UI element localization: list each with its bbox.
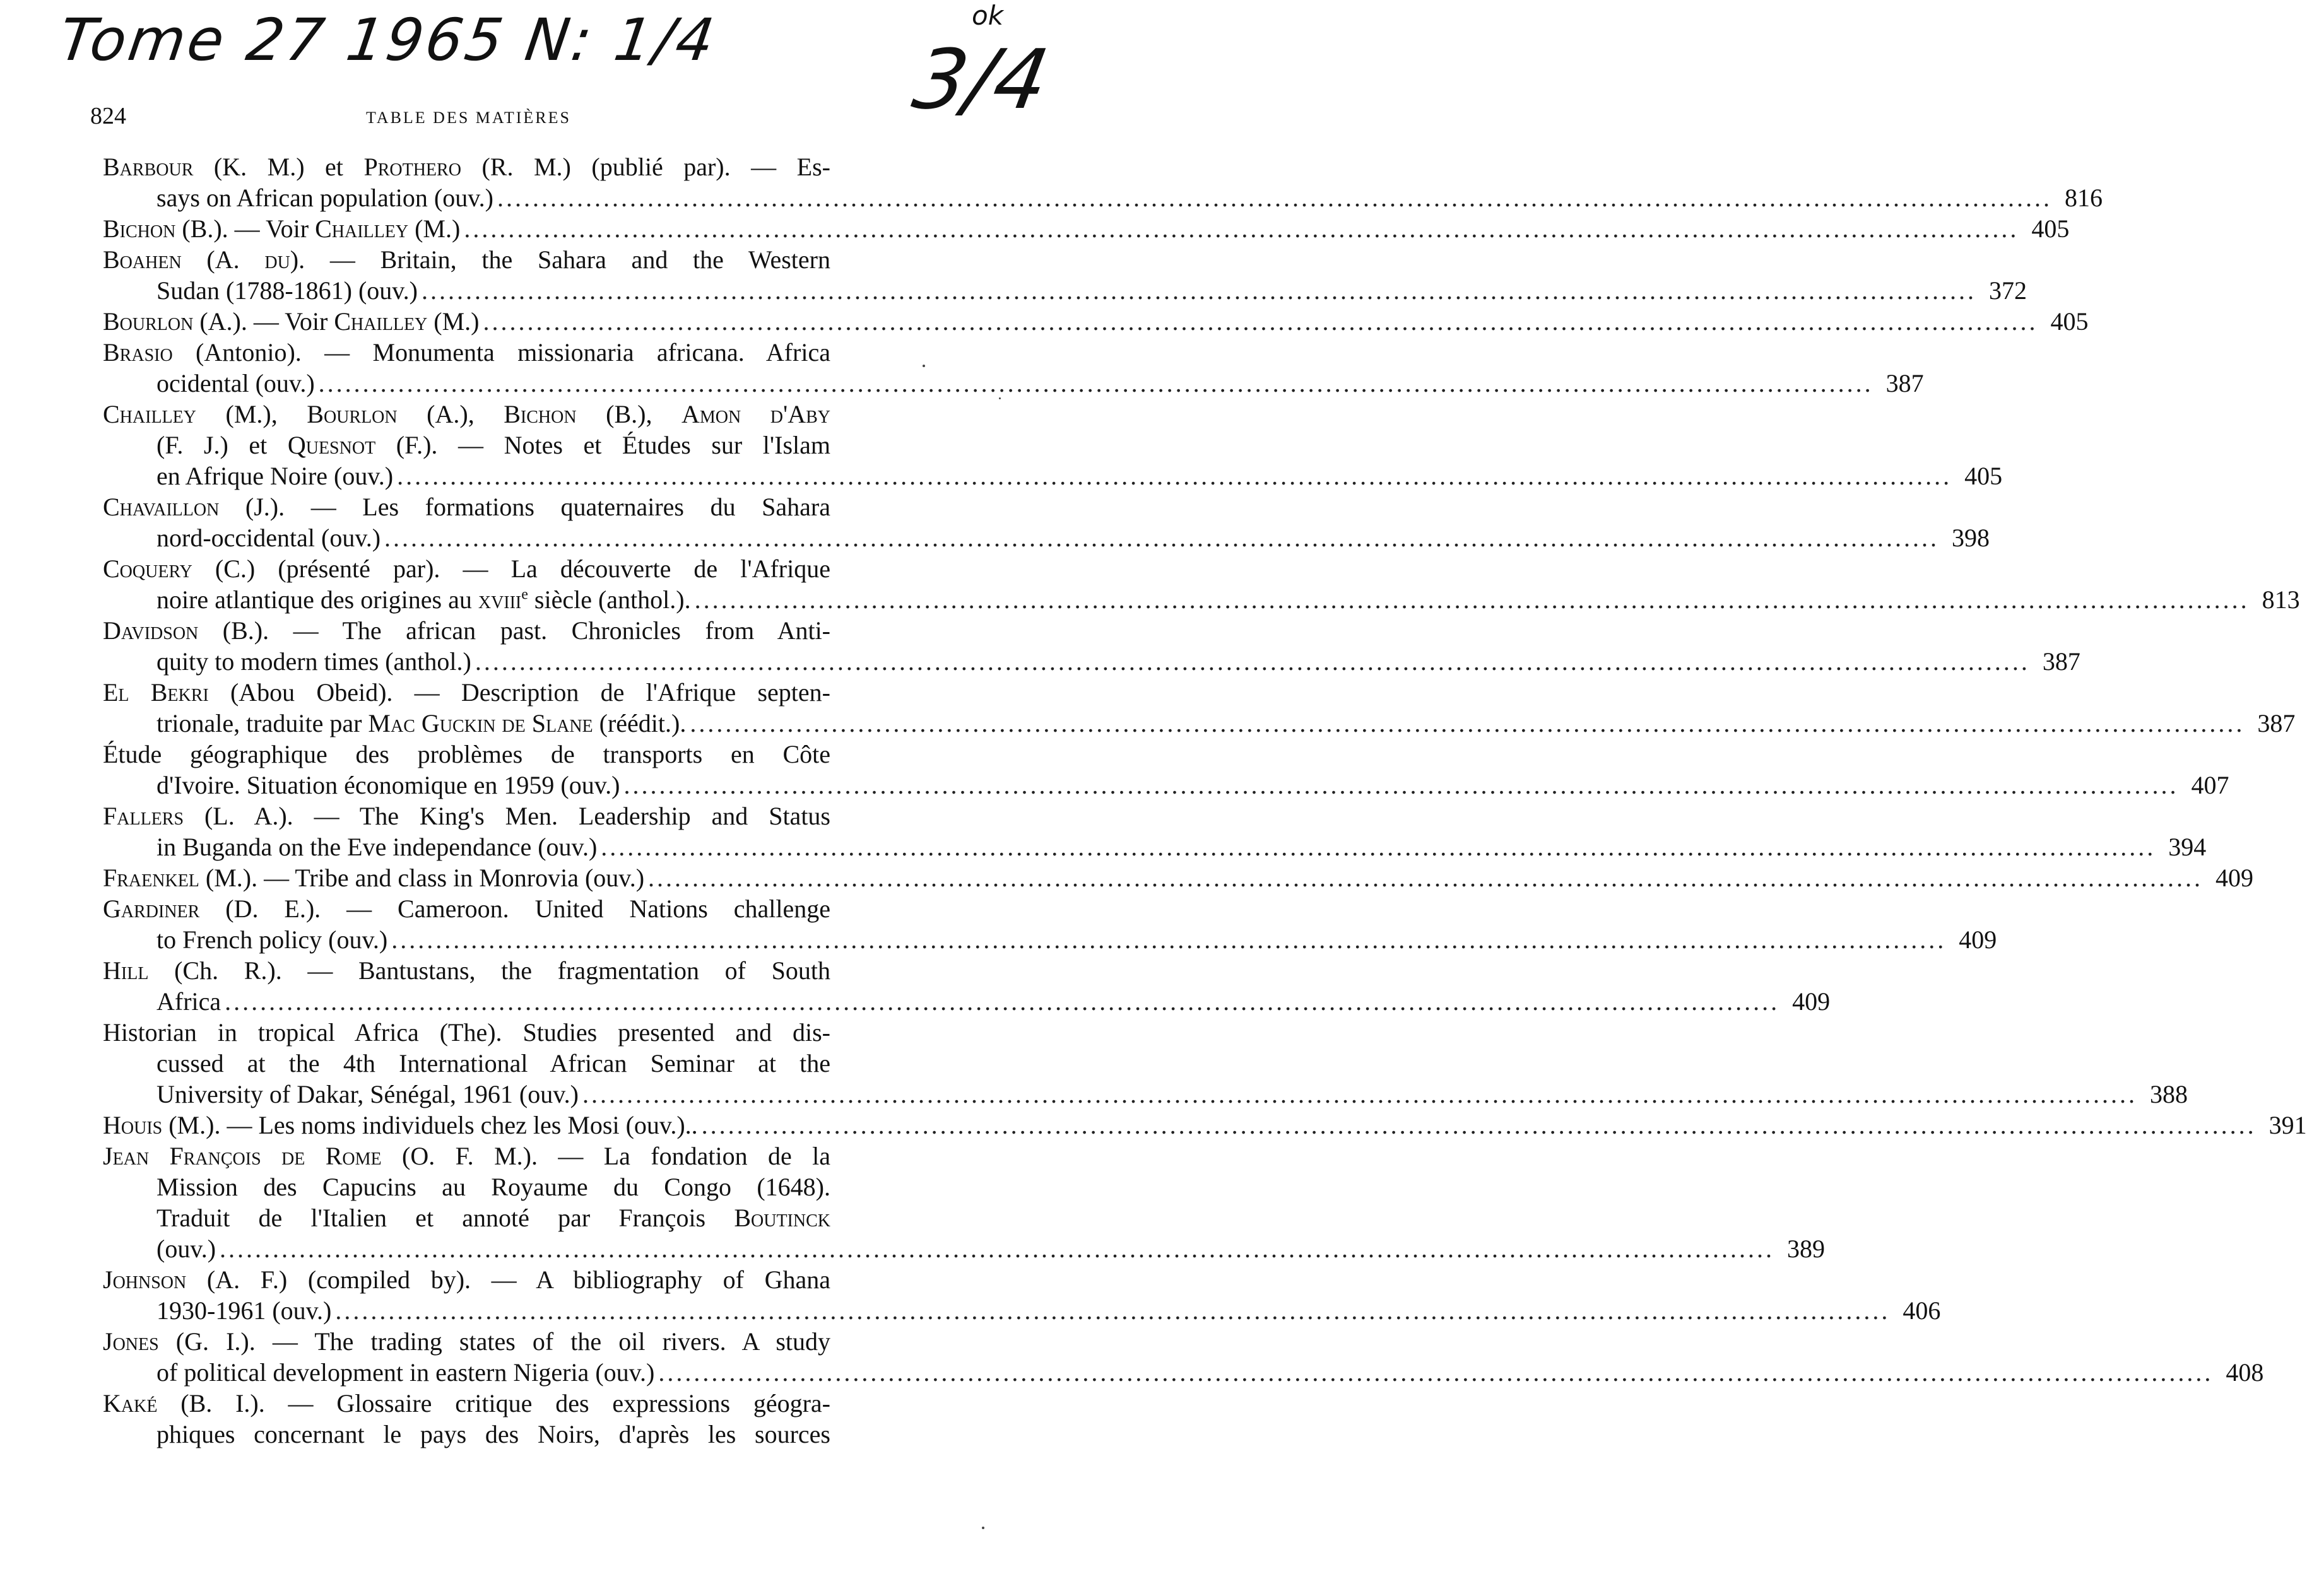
toc-entry-line xyxy=(103,213,2070,244)
dot-leader xyxy=(623,770,2178,801)
toc-entry xyxy=(103,151,2103,213)
dot-leader xyxy=(319,368,1873,399)
toc-entry-text: Houis (M.). — Les noms individuels chez les Mosi (ouv.).. xyxy=(103,1111,698,1139)
dot-leader xyxy=(464,213,2019,244)
toc-entry-line xyxy=(103,1079,2188,1110)
toc-entry-line xyxy=(103,986,1831,1017)
toc-entry xyxy=(103,862,2254,893)
dot-leader xyxy=(497,182,2052,213)
toc-entry-text: Jones (G. I.). — The trading states of the oil rivers. A study xyxy=(103,1327,830,1356)
toc-entry-text: Jean François de Rome (O. F. M.). — La fondation de la xyxy=(103,1142,830,1170)
toc-entry-text: Historian in tropical Africa (The). Studies presented and dis- xyxy=(103,1018,830,1047)
dot-leader xyxy=(335,1295,1890,1326)
toc-entry-line xyxy=(103,739,883,770)
toc-entry-line xyxy=(103,491,883,522)
toc-entry-text: ocidental (ouv.) xyxy=(156,369,315,397)
toc-page-number: 405 xyxy=(2050,307,2089,336)
toc-page-number: 407 xyxy=(2191,771,2229,799)
toc-page-number: 388 xyxy=(2149,1080,2188,1108)
toc-entry-text: Gardiner (D. E.). — Cameroon. United Nations challenge xyxy=(103,895,830,923)
toc-entry-text: d'Ivoire. Situation économique en 1959 (ouv.) xyxy=(156,771,620,799)
toc-entry-text: Fallers (L. A.). — The King's Men. Leadership and Status xyxy=(103,802,830,830)
toc-entry-text: Boahen (A. du). — Britain, the Sahara and the Western xyxy=(103,245,830,274)
toc-page-number: 405 xyxy=(2031,214,2070,243)
toc-entry-line xyxy=(103,461,2003,491)
dot-leader xyxy=(391,924,1946,955)
toc-entry-text: noire atlantique des origines au xviii$^e$ siècle (anthol.). xyxy=(156,585,691,614)
toc-entry-text: trionale, traduite par Mac Guckin de Slane (réédit.). xyxy=(156,709,687,737)
toc-entry-line xyxy=(103,770,2229,801)
toc-entry-text: nord-occidental (ouv.) xyxy=(156,524,381,552)
handwritten-ok-mark: ok xyxy=(972,0,1004,31)
toc-entry-line xyxy=(103,924,1997,955)
toc-entry-text: Africa xyxy=(156,987,221,1016)
toc-entry-line xyxy=(103,368,1924,399)
toc-entry-text: Sudan (1788-1861) (ouv.) xyxy=(156,276,418,305)
toc-entry-text: 1930-1961 (ouv.) xyxy=(156,1296,332,1325)
toc-entry-line xyxy=(103,151,883,182)
toc-entry-line xyxy=(103,399,883,430)
toc-entry-text: phiques concernant le pays des Noirs, d'après les sources xyxy=(156,1420,830,1448)
toc-entry xyxy=(103,677,2296,739)
page-number: 824 xyxy=(90,103,126,129)
toc-entry xyxy=(103,1110,2307,1141)
toc-page-number: 387 xyxy=(2042,647,2080,676)
toc-entry-text: El Bekri (Abou Obeid). — Description de l'Afrique septen- xyxy=(103,678,830,707)
toc-entry-line xyxy=(103,1110,2307,1141)
toc-entry xyxy=(103,1141,1826,1264)
toc-entry xyxy=(103,553,2300,615)
dot-leader xyxy=(220,1233,1774,1264)
toc-entry xyxy=(103,615,2080,677)
toc-entry-text: Barbour (K. M.) et Prothero (R. M.) (publié par). — Es- xyxy=(103,153,830,181)
toc-entry-line xyxy=(103,182,2103,213)
toc-entry-line xyxy=(103,522,1990,553)
toc-entry xyxy=(103,306,2089,337)
toc-entry-line xyxy=(103,1295,1941,1326)
toc-entry-line xyxy=(103,893,883,924)
toc-page-number: 405 xyxy=(1964,462,2003,490)
toc-entry-text: Fraenkel (M.). — Tribe and class in Monrovia (ouv.) xyxy=(103,864,645,892)
dot-leader xyxy=(702,1110,2257,1141)
toc-page-number: 409 xyxy=(1792,987,1831,1016)
toc-entry-line xyxy=(103,801,883,831)
dot-leader xyxy=(690,708,2245,739)
dot-leader xyxy=(384,522,1939,553)
dot-leader xyxy=(695,584,2250,615)
toc-entry-line xyxy=(103,553,883,584)
toc-entry-text: Bourlon (A.). — Voir Chailley (M.) xyxy=(103,307,480,336)
dot-leader xyxy=(658,1357,2213,1388)
toc-page-number: 408 xyxy=(2226,1358,2264,1387)
toc-entry-line xyxy=(103,1388,883,1419)
toc-entry xyxy=(103,1388,883,1450)
toc-entry-text: University of Dakar, Sénégal, 1961 (ouv.) xyxy=(156,1080,579,1108)
toc-entry xyxy=(103,801,2207,862)
toc-entry-text: Hill (Ch. R.). — Bantustans, the fragmentation of South xyxy=(103,956,830,985)
toc-entry-text: Coquery (C.) (présenté par). — La découverte de l'Afrique xyxy=(103,554,830,583)
toc-entry xyxy=(103,244,2027,306)
toc-entry xyxy=(103,1326,2264,1388)
handwritten-fraction-mark: 3/4 xyxy=(906,32,1056,127)
dot-leader xyxy=(225,986,1779,1017)
toc-entry-text: Chailley (M.), Bourlon (A.), Bichon (B.), Amon d'Aby xyxy=(103,400,830,428)
toc-entry-line xyxy=(103,1202,883,1233)
toc-entry-text: quity to modern times (anthol.) xyxy=(156,647,471,676)
toc-entry-text: Traduit de l'Italien et annoté par François Boutinck xyxy=(156,1204,830,1232)
toc-entry-line xyxy=(103,337,883,368)
toc-entry-line xyxy=(103,677,883,708)
toc-entry-line xyxy=(103,615,883,646)
toc-entry-line xyxy=(103,1048,883,1079)
toc-page-number: 398 xyxy=(1952,524,1990,552)
toc-page-number: 406 xyxy=(1903,1296,1941,1325)
dot-leader xyxy=(475,646,2030,677)
toc-page-number: 813 xyxy=(2262,585,2300,614)
handwritten-volume-note: Tome 27 1965 N: 1/4 xyxy=(55,6,721,74)
toc-entry-text: (ouv.) xyxy=(156,1235,216,1263)
toc-entry-line xyxy=(103,1141,883,1171)
toc-entry-line xyxy=(103,1171,883,1202)
toc-entry-line xyxy=(103,1326,883,1357)
toc-entry-text: says on African population (ouv.) xyxy=(156,184,493,212)
toc-page-number: 389 xyxy=(1787,1235,1826,1263)
paper-speck xyxy=(982,1527,984,1529)
toc-entry-text: of political development in eastern Nigeria (ouv.) xyxy=(156,1358,655,1387)
running-title: TABLE DES MATIÈRES xyxy=(366,109,571,127)
toc-entry-line xyxy=(103,244,883,275)
dot-leader xyxy=(601,831,2156,862)
toc-entry-line xyxy=(103,646,2080,677)
toc-entry-line xyxy=(103,584,2300,615)
dot-leader xyxy=(422,275,1976,306)
toc-page-number: 387 xyxy=(1885,369,1924,397)
toc-entry-line xyxy=(103,708,2296,739)
toc-page-number: 394 xyxy=(2168,833,2207,861)
toc-entry-text: Chavaillon (J.). — Les formations quaternaires du Sahara xyxy=(103,493,830,521)
toc-entry xyxy=(103,213,2070,244)
toc-entry xyxy=(103,1264,1941,1326)
toc-entry-text: Johnson (A. F.) (compiled by). — A bibliography of Ghana xyxy=(103,1265,830,1294)
toc-entry-text: Étude géographique des problèmes de transports en Côte xyxy=(103,740,830,768)
table-of-contents xyxy=(103,151,2307,1450)
dot-leader xyxy=(582,1079,2137,1110)
dot-leader xyxy=(397,461,1952,491)
toc-page-number: 409 xyxy=(2216,864,2254,892)
toc-entry xyxy=(103,491,1990,553)
toc-entry-text: Brasio (Antonio). — Monumenta missionaria africana. Africa xyxy=(103,338,830,367)
toc-entry-line xyxy=(103,1419,883,1450)
toc-entry-text: in Buganda on the Eve independance (ouv.) xyxy=(156,833,598,861)
toc-page-number: 409 xyxy=(1959,925,1997,954)
toc-entry xyxy=(103,955,1831,1017)
dot-leader xyxy=(648,862,2203,893)
toc-entry-line xyxy=(103,955,883,986)
toc-entry-text: Kaké (B. I.). — Glossaire critique des expressions géogra- xyxy=(103,1389,830,1417)
toc-entry-line xyxy=(103,275,2027,306)
toc-entry-text: Mission des Capucins au Royaume du Congo (1648). xyxy=(156,1173,830,1201)
toc-page-number: 387 xyxy=(2257,709,2296,737)
toc-entry-line xyxy=(103,831,2207,862)
dot-leader xyxy=(483,306,2038,337)
toc-entry xyxy=(103,337,1924,399)
toc-entry-text: en Afrique Noire (ouv.) xyxy=(156,462,394,490)
toc-entry-text: (F. J.) et Quesnot (F.). — Notes et Études sur l'Islam xyxy=(156,431,830,459)
toc-entry-line xyxy=(103,430,883,461)
toc-page-number: 391 xyxy=(2269,1111,2307,1139)
toc-entry-line xyxy=(103,862,2254,893)
paper-speck xyxy=(923,365,925,367)
toc-entry-text: Bichon (B.). — Voir Chailley (M.) xyxy=(103,214,461,243)
toc-entry-text: cussed at the 4th International African Seminar at the xyxy=(156,1049,830,1077)
toc-entry xyxy=(103,893,1997,955)
toc-entry-line xyxy=(103,1357,2264,1388)
toc-entry-line xyxy=(103,306,2089,337)
toc-entry-line xyxy=(103,1264,883,1295)
toc-entry-line xyxy=(103,1017,883,1048)
toc-entry-line xyxy=(103,1233,1826,1264)
toc-entry-text: to French policy (ouv.) xyxy=(156,925,388,954)
toc-page-number: 816 xyxy=(2064,184,2103,212)
toc-entry-text: Davidson (B.). — The african past. Chronicles from Anti- xyxy=(103,616,830,645)
toc-entry xyxy=(103,1017,2188,1110)
paper-speck xyxy=(999,397,1001,399)
toc-entry xyxy=(103,739,2229,801)
toc-entry xyxy=(103,399,2003,491)
toc-page-number: 372 xyxy=(1989,276,2027,305)
